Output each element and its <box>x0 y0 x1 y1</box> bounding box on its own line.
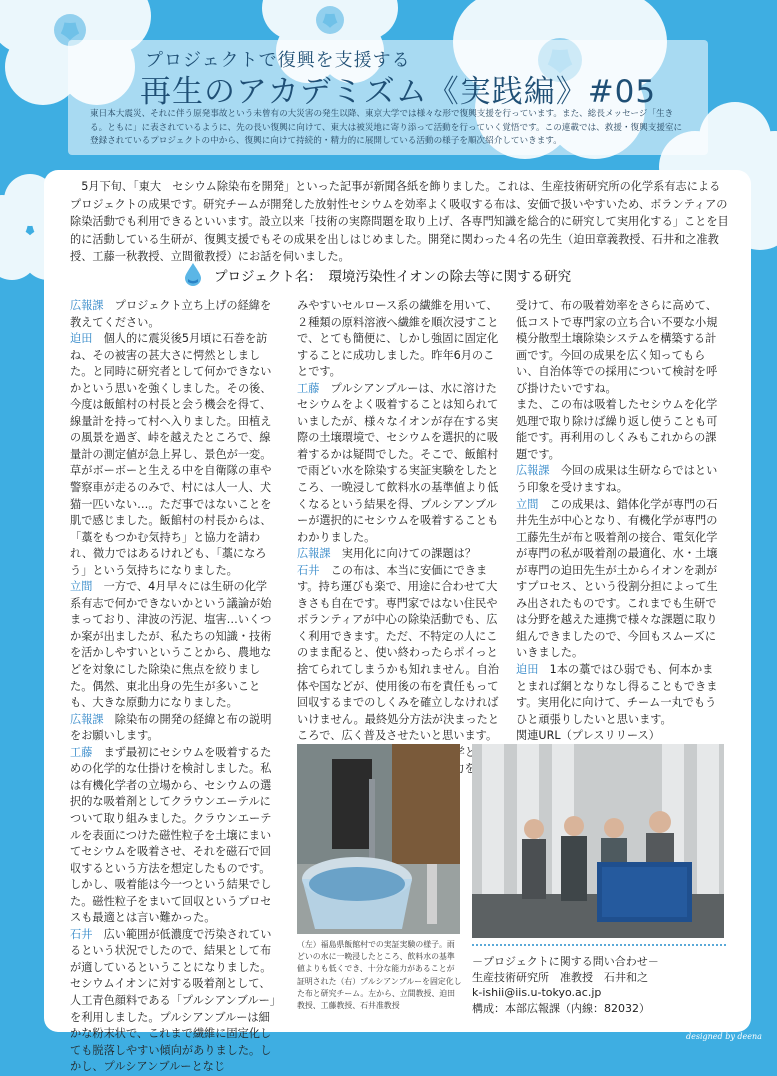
speaker-label: 工藤 <box>70 745 93 759</box>
interview-column-1 <box>70 298 278 1076</box>
interview-paragraph <box>516 728 723 745</box>
speaker-label: 石井 <box>297 563 320 577</box>
series-subtitle: プロジェクトで復興を支援する <box>145 50 411 71</box>
interview-paragraph <box>70 745 278 927</box>
intro-text: 東日本大震災、それに伴う原発事故という未曾有の大災害の発生以降、東京大学では様々な形で復興支援を行っています。また、総長メッセージ「生きる。ともに」に表されているように、先の長い復興に向けて、東大は被災地に寄り添って活動を行っていく覚悟です。この連載では、救援・復興支援室に登録されているプロジェクトの中から、復興に向けて持続的・精力的に展開している活動の様子を順次紹介していきます。 <box>90 109 683 146</box>
interview-text: プルシアンブルーは、水に溶けたセシウムをよく吸着することは知られていましたが、様々なイオンが存在する実際の土壌環境で、セシウムを選択的に吸着するかは疑問でした。そこで、飯館村で雨どい水を除染する実証実験をしたところ、一晩浸して飲料水の基準値より低くなるという結果を得、プルシアンブルーが選択的にセシウムを吸着することもわかりました。 <box>297 381 499 544</box>
interview-text: この成果は、錯体化学が専門の石井先生が中心となり、有機化学が専門の工藤先生が布と吸着剤の接合、電気化学が専門の私が吸着剤の最適化、水・土壌が専門の迫田先生が土からイオンを剥がすプロセス、という役割分担によって生み出されたものです。これまでも生研では分野を越えた連携で様々な課題に取り組んできましたので、今回もスムーズにいきました。 <box>516 497 718 660</box>
interview-text: 1本の藁ではひ弱でも、何本かまとまれば網となりなし得ることもできます。実用化に向けて、チーム一丸でもうひと頑張りしたいと思います。 <box>516 663 718 726</box>
speaker-label: 立間 <box>516 497 539 511</box>
contact-block <box>472 944 726 1016</box>
interview-paragraph <box>516 497 723 662</box>
interview-text: みやすいセルロース系の繊維を用いて、２種類の原料溶液へ繊維を順次浸すことで、とても簡便に、しかし強固に固定化することに成功しました。昨年6月のことです。 <box>297 299 499 379</box>
interview-paragraph <box>70 298 278 331</box>
interview-paragraph <box>297 298 505 381</box>
interview-column-3 <box>516 298 723 778</box>
interview-paragraph <box>516 463 723 496</box>
interview-text: まず最初にセシウムを吸着するための化学的な仕掛けを検討しました。私は有機化学者の立場から、セシウムの選択的な吸着剤としてクラウンエーテルについて取り組みました。クラウンエーテルを表面につけた磁性粒子を土壌にまいてセシウムを吸着させ、それを磁石で回収するという方法を想定したものです。しかし、吸着能は今一つという結果でした。磁性粒子をまいて回収というプロセスも最適とは言い難かった。 <box>70 745 272 925</box>
interview-text: 一方で、4月早々には生研の化学系有志で何かできないかという議論が始まっており、津波の汚泥、塩害…いくつか案が出ましたが、私たちの知識・技術を活かしやすいということから、農地などを対象にした除染に焦点を絞りました。偶然、東北出身の先生が多いことも、大きな原動力になりました。 <box>70 580 272 710</box>
water-drop-icon <box>184 262 202 286</box>
interview-text: 除染布の開発の経緯と布の説明をお願いします。 <box>70 712 272 743</box>
speaker-label: 工藤 <box>297 381 320 395</box>
photo-caption: （左）福島県飯館村での実証実験の様子。雨どいの水に一晩浸したところ、飲料水の基準値よりも低くでき、十分な能力があることが証明された（右）プルシアンブルーを固定化した布と研究チーム。左から、立間教授、迫田教授、工藤教授、石井准教授 <box>297 940 462 1011</box>
interview-column-2 <box>297 298 505 778</box>
editor-credit: 構成：本部広報課（内線：82032） <box>472 1001 650 1015</box>
speaker-label: 石井 <box>70 927 93 941</box>
experiment-photo <box>297 744 460 934</box>
interview-text: 実用化に向けての課題は？ <box>330 547 477 561</box>
speaker-label: 広報課 <box>70 299 104 312</box>
project-name: プロジェクト名： 環境汚染性イオンの除去等に関する研究 <box>214 269 572 285</box>
interview-paragraph <box>516 298 723 397</box>
speaker-label: 広報課 <box>70 712 104 726</box>
lead-paragraph: 5月下旬、「東大 セシウム除染布を開発」といった記事が新聞各紙を飾りました。これは、生産技術研究所の化学系有志によるプロジェクトの成果です。研究チームが開発した放射性セシウムを効率よく吸収する布は、安価で扱いやすいため、ボランティアの除染活動でも利用できるといいます。設立以来「技術の実際問題を取り上げ、各専門知識を総合的に研究して実用化する」ことを目的に活動している生研が、復興支援でもその成果を出しはじめました。開発に関わった４名の先生（迫田章義教授、石井和之准教授、工藤一秋教授、立間徹教授）にお話を伺いました。 <box>70 180 729 263</box>
interview-paragraph <box>297 546 505 563</box>
interview-paragraph <box>516 662 723 728</box>
interview-text: また、この布は吸着したセシウムを化学処理で取り除けば繰り返し使うことも可能です。再利用のしくみもこれからの課題です。 <box>516 398 718 461</box>
speaker-label: 迫田 <box>516 663 539 677</box>
interview-text: 関連URL（プレスリリース） <box>516 729 660 743</box>
speaker-label: 立間 <box>70 580 93 594</box>
interview-paragraph <box>70 579 278 711</box>
interview-paragraph <box>70 712 278 745</box>
contact-heading: －プロジェクトに関する問い合わせ－ <box>472 955 659 968</box>
contact-email[interactable]: k-ishii@iis.u-tokyo.ac.jp <box>472 986 602 1000</box>
interview-text: プロジェクト立ち上げの経緯を教えてください。 <box>70 299 272 329</box>
interview-text: 今回の成果は生研ならではという印象を受けますね。 <box>516 464 718 495</box>
interview-text: 広い範囲が低濃度で汚染されているという状況でしたので、結果として布が適しているということになりました。セシウムイオンに対する吸着剤として、人工青色顔料である「プルシアンブルー」を利用しました。プルシアンブルーは細かな粉末状で、これまで繊維に固定化しても脱落しやすい傾向がありました。しかし、プルシアンブルーとなじ <box>70 927 276 1074</box>
interview-paragraph <box>297 381 505 546</box>
interview-text: この布は、本当に安価にできます。持ち運びも楽で、用途に合わせて大きさも自在です。専門家ではない住民やボランティアが中心の除染活動でも、広く利用できます。ただ、不特定の人にこのまま配ると、使い終わったらポイっと捨てられてしまうかも知れません。自治体や国などが、使用後の布を責任もって回収するまでのしくみを確立しなければいけません。最終処分方法が決まったところで、広く普及させたいと思います。 と 力を <box>297 563 500 776</box>
speaker-label: 迫田 <box>70 332 93 346</box>
interview-paragraph <box>516 397 723 463</box>
dotted-divider <box>472 944 726 950</box>
team-photo <box>472 744 724 938</box>
interview-paragraph <box>70 331 278 579</box>
page-title: 再生のアカデミズム《実践編》#05 <box>140 74 657 110</box>
speaker-label: 広報課 <box>297 547 331 561</box>
speaker-label: 広報課 <box>516 464 550 478</box>
contact-person: 生産技術研究所 准教授 石井和之 <box>472 970 648 984</box>
interview-text: 受けて、布の吸着効率をさらに高めて、低コストで専門家の立ち合い不要な小規模分散型土壌除染システムを構築する計画です。今回の成果を広く知ってもらい、自治体等での採用について検討を呼び掛けたいですね。 <box>516 299 718 395</box>
designer-credit: designed by deena <box>686 1032 762 1041</box>
interview-paragraph <box>70 927 278 1076</box>
interview-text: 個人的に震災後5月頃に石巻を訪ね、その被害の甚大さに愕然としました。と同時に研究者として何かできないかという思いを強くしました。その後、今度は飯館村の村長と会う機会を得て、線量計を持って村へ入りました。田植えの風景を過ぎ、峠を越えたところで、線量計の測定値が急上昇し、景色が一変。草がボーボーと生える中を自衛隊の車や警察車が走るのみで、村には人一人、犬猫一匹いない…。ただ事ではないことを肌で感じました。飯館村の村長からは、「藁をもつかむ気持ち」と協力を請われ、微力ではあるけれども、「藁になろう」という気持ちになりました。 <box>70 332 272 577</box>
